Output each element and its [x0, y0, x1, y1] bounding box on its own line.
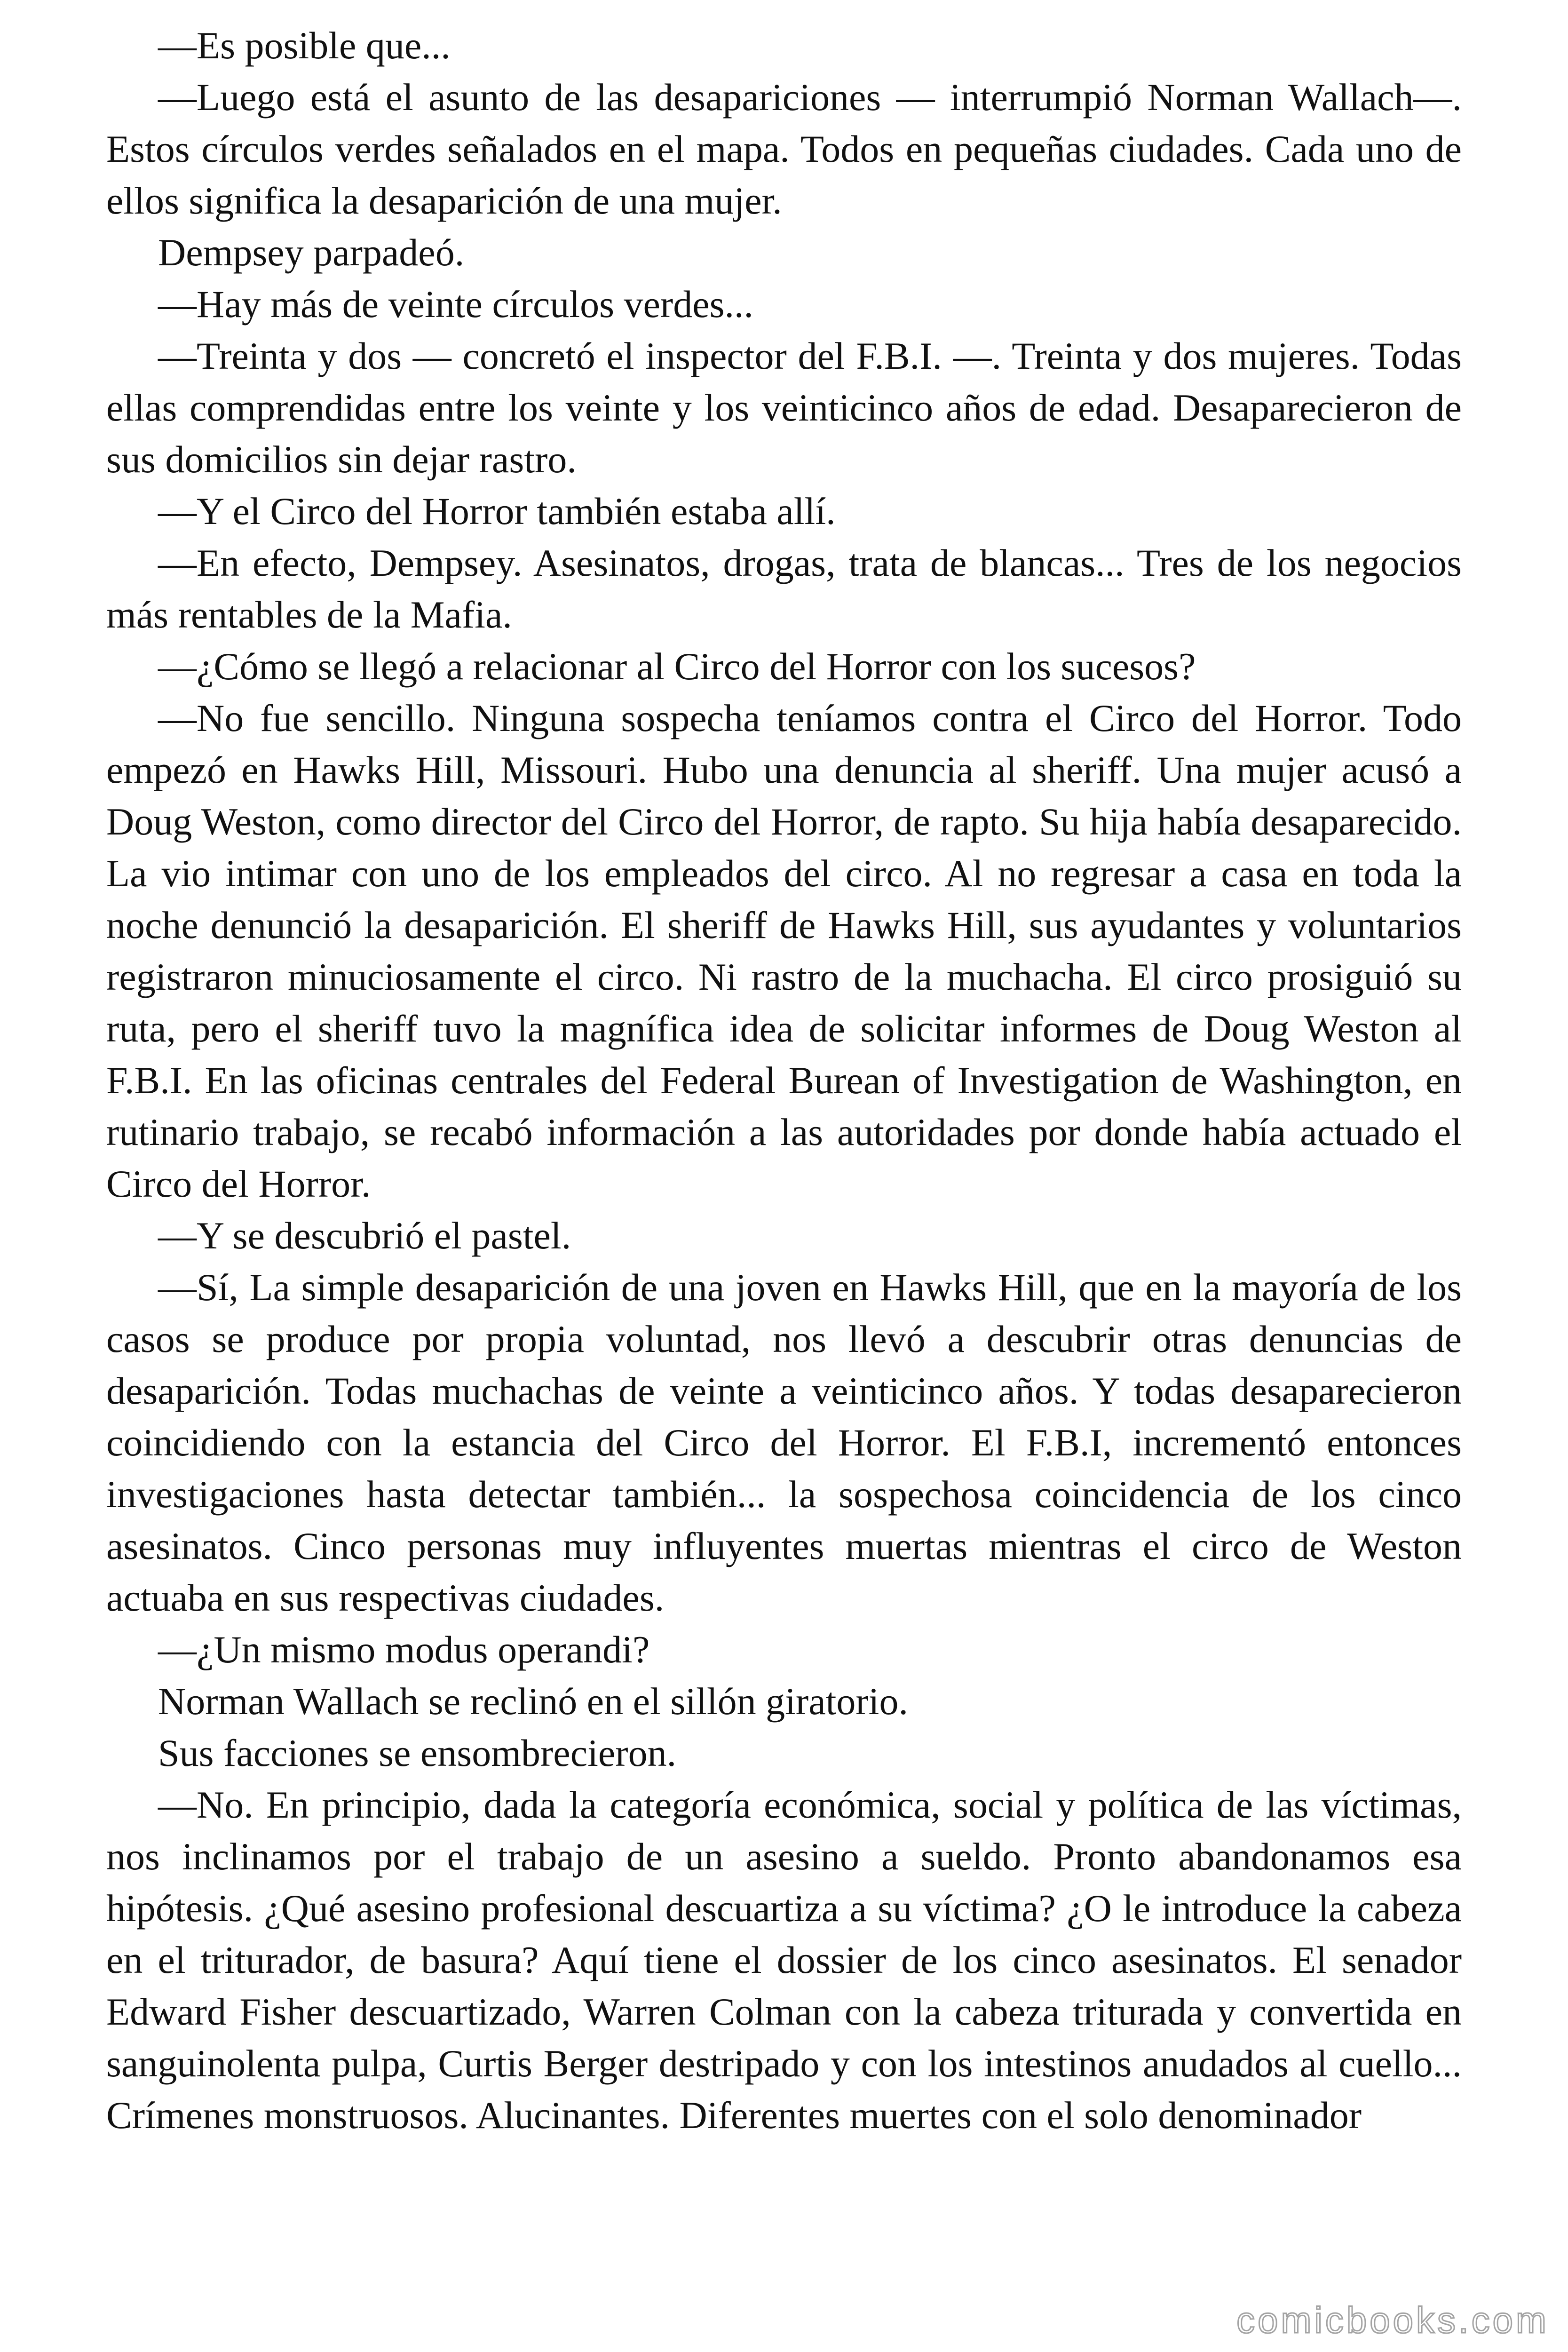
paragraph: —Treinta y dos — concretó el inspector del F.B.I. —. Treinta y dos mujeres. Todas ellas comprendidas entre los veinte y los veinticinco años de edad. Desaparecieron de sus domicilios sin dejar rastro.: [106, 334, 1462, 481]
paragraph: —Y el Circo del Horror también estaba allí.: [158, 490, 836, 532]
paragraph: —Sí, La simple desaparición de una joven en Hawks Hill, que en la mayoría de los casos se produce por propia voluntad, nos llevó a descubrir otras denuncias de desaparición. Todas muchachas de veinte a veinticinco años. Y todas desaparecieron coincidiendo con la estancia del Circo del Horror. El F.B.I, incrementó entonces investigaciones hasta detectar también... la sospechosa coincidencia de los cinco asesinatos. Cinco personas muy influyentes muertas mientras el circo de Weston actuaba en sus respectivas ciudades.: [106, 1266, 1462, 1619]
paragraph: —Luego está el asunto de las desapariciones — interrumpió Norman Wallach—. Estos círculos verdes señalados en el mapa. Todos en pequeñas ciudades. Cada uno de ellos significa la desaparición de una mujer.: [106, 76, 1462, 222]
paragraph: —Y se descubrió el pastel.: [158, 1214, 571, 1257]
paragraph: —No. En principio, dada la categoría económica, social y política de las víctimas, nos inclinamos por el trabajo de un asesino a sueldo. Pronto abandonamos esa hipótesis. ¿Qué asesino profesional descuartiza a su víctima? ¿O le introduce la cabeza en el triturador, de basura? Aquí tiene el dossier de los cinco asesinatos. El senador Edward Fisher descuartizado, Warren Colman con la cabeza triturada y convertida en sanguinolenta pulpa, Curtis Berger destripado y con los intestinos anudados al cuello... Crímenes monstruosos. Alucinantes. Diferentes muertes con el solo denominador: [106, 1783, 1462, 2137]
paragraph: —Es posible que...: [158, 24, 451, 67]
paragraph: —No fue sencillo. Ninguna sospecha teníamos contra el Circo del Horror. Todo empezó en Hawks Hill, Missouri. Hubo una denuncia al sheriff. Una mujer acusó a Doug Weston, como director del Circo del Horror, de rapto. Su hija había desaparecido. La vio intimar con uno de los empleados del circo. Al no regresar a casa en toda la noche denunció la desaparición. El sheriff de Hawks Hill, sus ayudantes y voluntarios registraron minuciosamente el circo. Ni rastro de la muchacha. El circo prosiguió su ruta, pero el sheriff tuvo la magnífica idea de solicitar informes de Doug Weston al F.B.I. En las oficinas centrales del Federal Burean of Investigation de Washington, en rutinario trabajo, se recabó información a las autoridades por donde había actuado el Circo del Horror.: [106, 697, 1462, 1205]
paragraph: —Hay más de veinte círculos verdes...: [158, 283, 754, 326]
paragraph: —¿Un mismo modus operandi?: [158, 1628, 650, 1671]
paragraph: Norman Wallach se reclinó en el sillón giratorio.: [158, 1680, 908, 1723]
paragraph: Sus facciones se ensombrecieron.: [158, 1732, 677, 1774]
paragraph: —¿Cómo se llegó a relacionar al Circo del Horror con los sucesos?: [158, 645, 1196, 688]
site-watermark: comicbooks.com: [1236, 2299, 1549, 2341]
book-page: [106, 20, 1462, 2325]
paragraph: Dempsey parpadeó.: [158, 231, 465, 274]
paragraph: —En efecto, Dempsey. Asesinatos, drogas, trata de blancas... Tres de los negocios más rentables de la Mafia.: [106, 541, 1462, 636]
